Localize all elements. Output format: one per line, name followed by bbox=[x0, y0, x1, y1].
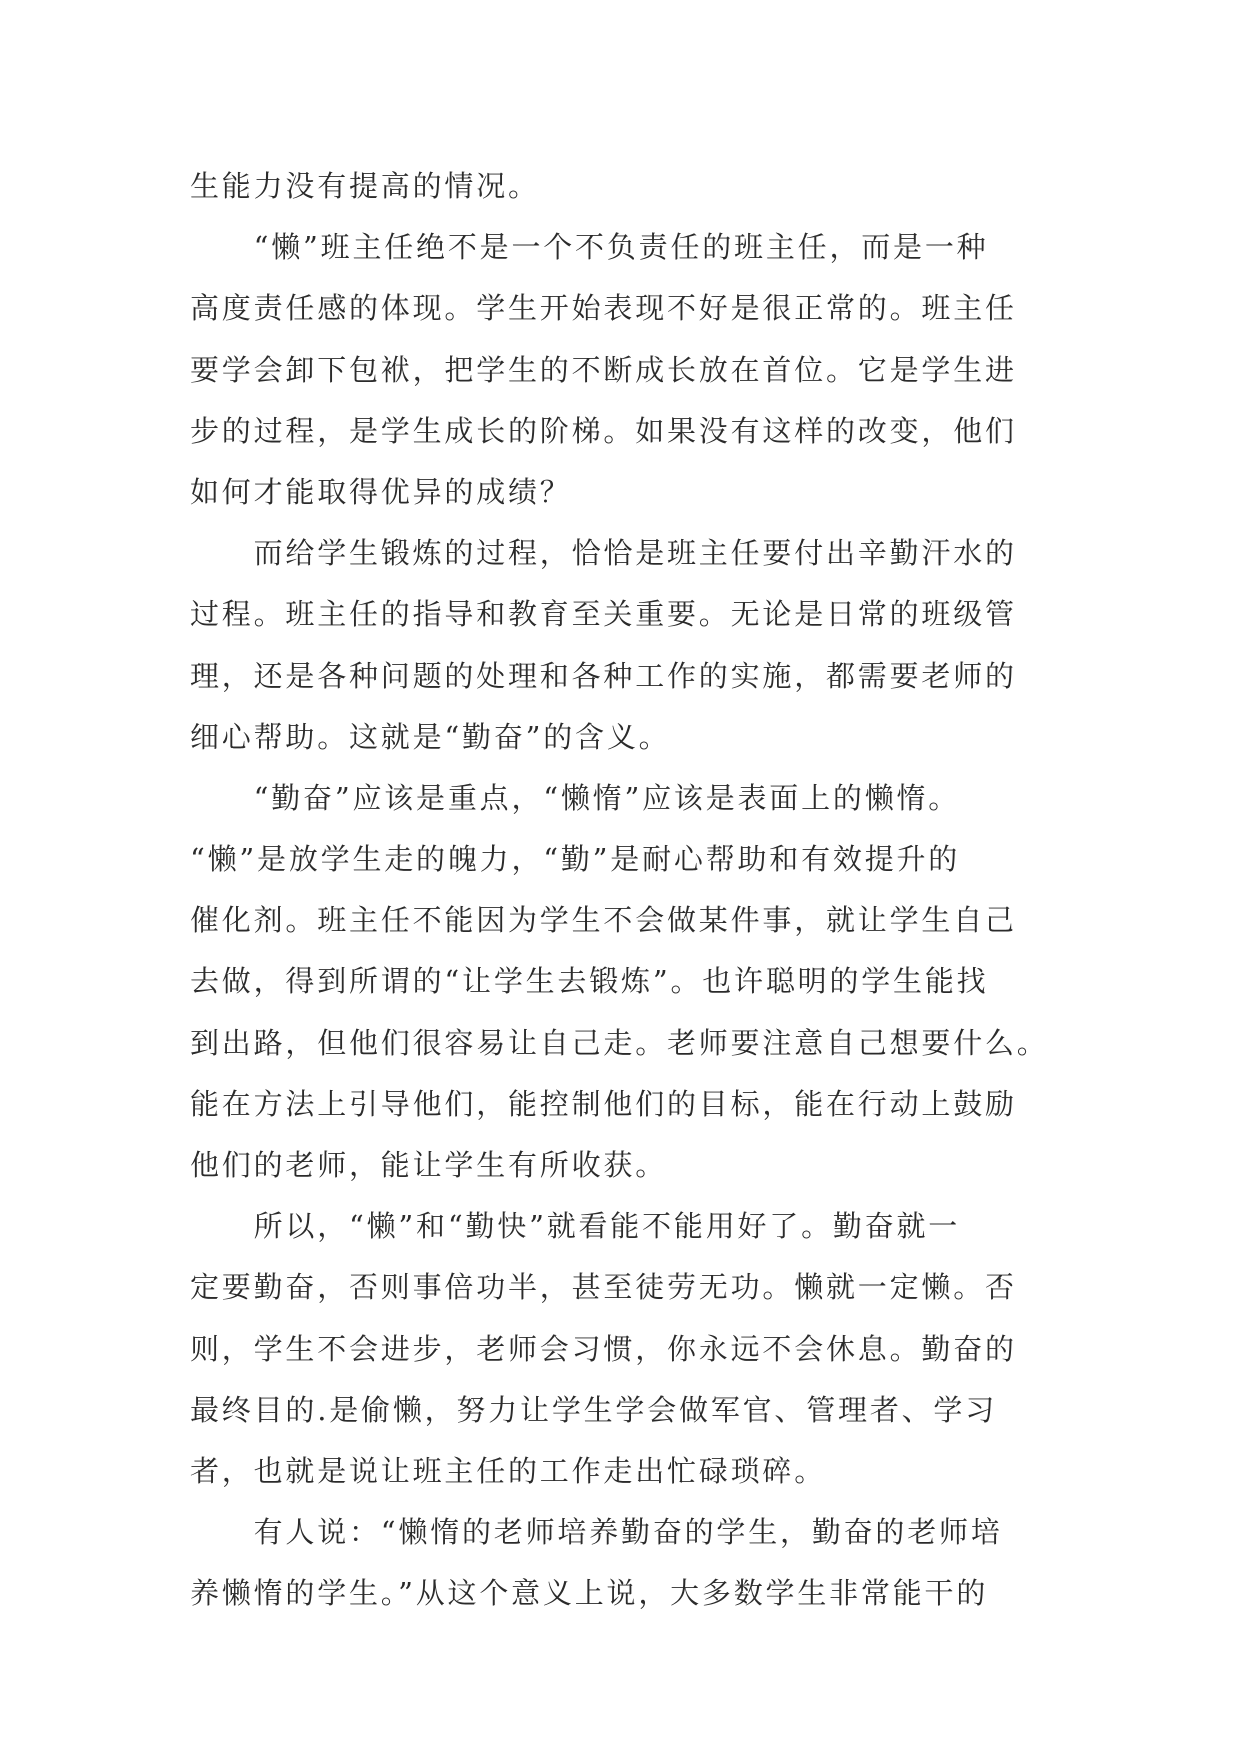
text-line: 到出路，但他们很容易让自己走。老师要注意自己想要什么。 bbox=[190, 1025, 1049, 1060]
text-line: 要学会卸下包袱，把学生的不断成长放在首位。它是学生进 bbox=[190, 352, 1017, 387]
text-line: 如何才能取得优异的成绩？ bbox=[190, 474, 572, 509]
text-line: “懒”是放学生走的魄力，“勤”是耐心帮助和有效提升的 bbox=[190, 842, 961, 877]
text-line: 养懒惰的学生。”从这个意义上说，大多数学生非常能干的 bbox=[190, 1576, 989, 1611]
text-line: 最终目的.是偷懒，努力让学生学会做军官、管理者、学习 bbox=[190, 1392, 998, 1427]
text-line: 高度责任感的体现。学生开始表现不好是很正常的。班主任 bbox=[190, 291, 1017, 326]
text-line: 理，还是各种问题的处理和各种工作的实施，都需要老师的 bbox=[190, 658, 1017, 693]
text-line: 所以，“懒”和“勤快”就看能不能用好了。勤奋就一 bbox=[190, 1209, 961, 1244]
text-line: 则，学生不会进步，老师会习惯，你永远不会休息。勤奋的 bbox=[190, 1331, 1017, 1366]
text-line: 者，也就是说让班主任的工作走出忙碌琐碎。 bbox=[190, 1453, 827, 1488]
text-line: “懒”班主任绝不是一个不负责任的班主任，而是一种 bbox=[190, 230, 989, 265]
text-line: “勤奋”应该是重点，“懒惰”应该是表面上的懒惰。 bbox=[190, 780, 961, 815]
text-line: 他们的老师，能让学生有所收获。 bbox=[190, 1148, 668, 1182]
text-line: 步的过程，是学生成长的阶梯。如果没有这样的改变，他们 bbox=[190, 413, 1017, 448]
text-line: 定要勤奋，否则事倍功半，甚至徒劳无功。懒就一定懒。否 bbox=[190, 1270, 1017, 1305]
text-line: 细心帮助。这就是“勤奋”的含义。 bbox=[190, 719, 671, 754]
text-line: 而给学生锻炼的过程，恰恰是班主任要付出辛勤汗水的 bbox=[190, 536, 1017, 571]
text-line: 催化剂。班主任不能因为学生不会做某件事，就让学生自己 bbox=[190, 903, 1017, 938]
text-line: 生能力没有提高的情况。 bbox=[190, 169, 540, 203]
body-text bbox=[190, 156, 1050, 1625]
text-line: 能在方法上引导他们，能控制他们的目标，能在行动上鼓励 bbox=[190, 1086, 1017, 1121]
text-line: 去做，得到所谓的“让学生去锻炼”。也许聪明的学生能找 bbox=[190, 964, 989, 999]
text-line: 有人说：“懒惰的老师培养勤奋的学生，勤奋的老师培 bbox=[190, 1515, 1003, 1550]
text-line: 过程。班主任的指导和教育至关重要。无论是日常的班级管 bbox=[190, 597, 1017, 632]
